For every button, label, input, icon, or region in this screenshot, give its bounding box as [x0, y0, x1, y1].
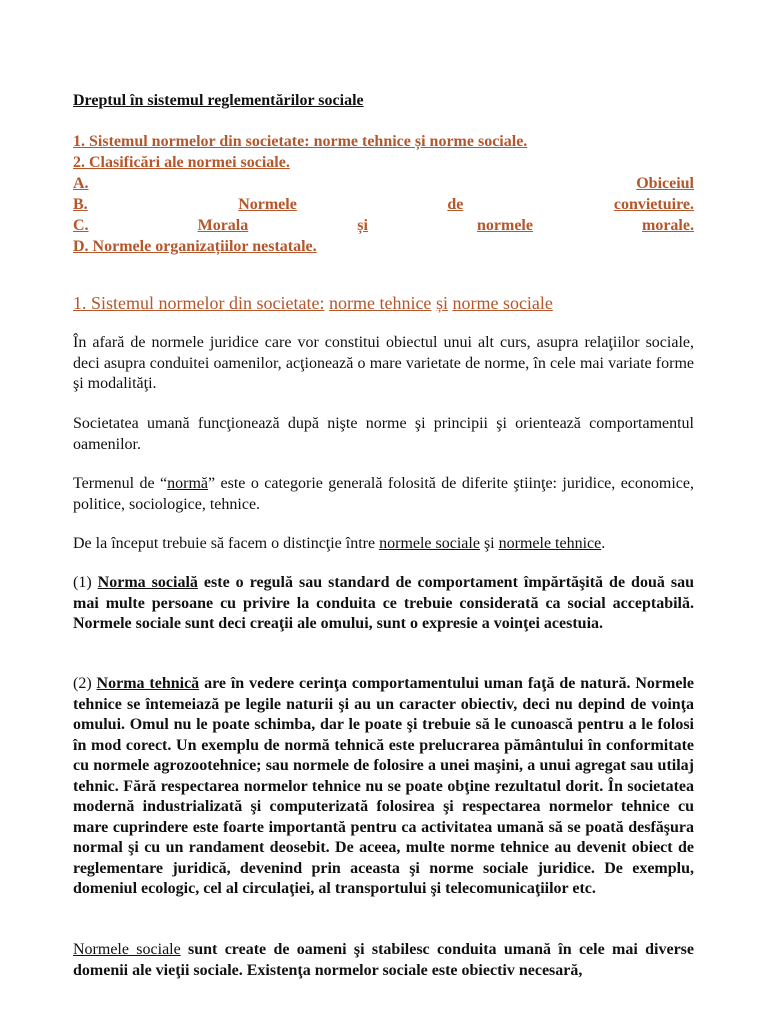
p3-start: Termenul de “	[73, 475, 168, 492]
p6-number: (2)	[73, 675, 97, 692]
toc-item-a-label[interactable]: Obiceiul	[636, 175, 694, 192]
p3-norma: normă	[167, 475, 208, 492]
toc-item-c-letter[interactable]: C.	[73, 217, 89, 234]
toc-item-b[interactable]	[73, 194, 694, 215]
section-link-norme-tehnice[interactable]: norme tehnice	[328, 293, 432, 313]
toc-item-c-word1[interactable]: Morala	[197, 217, 249, 234]
paragraph-normele-sociale	[73, 940, 694, 981]
paragraph-societate: Societatea umană funcţionează după nişte norme şi principii şi orientează comportamentul oamenilor.	[73, 415, 694, 453]
toc-item-c-word3[interactable]: normele	[476, 217, 533, 234]
p7-term: Normele sociale	[73, 941, 181, 958]
toc-item-b-word2[interactable]: de	[447, 196, 464, 213]
paragraph-distinctie	[73, 534, 694, 555]
toc-item-c[interactable]	[73, 215, 694, 236]
paragraph-termen	[73, 474, 694, 515]
p7-body: sunt create de oameni şi stabilesc conduita umană în cele mai diverse domenii ale vieţii sociale. Existenţa normelor sociale este obiectiv necesară,	[73, 941, 694, 979]
toc-item-d[interactable]	[73, 236, 694, 257]
paragraph-norma-sociala	[73, 573, 694, 635]
table-of-contents	[73, 131, 694, 257]
p4-start: De la început trebuie să facem o distincţie între	[73, 535, 380, 552]
p6-term: Norma tehnică	[96, 675, 200, 692]
p4-mid: şi	[479, 535, 499, 552]
p4-normele-tehnice: normele tehnice	[498, 535, 602, 552]
toc-item-a-letter[interactable]: A.	[73, 175, 89, 192]
p5-body: este o regulă sau standard de comportament împărtăşită de două sau mai multe persoane cu privire la conduita ce trebuie considerată ca social acceptabilă. Normele sociale sunt deci creaţii ale omului, sunt o expresie a voinţei acestuia.	[73, 574, 694, 632]
toc-link-d[interactable]: D. Normele organizațiilor nestatale.	[73, 238, 317, 255]
document-title: Dreptul în sistemul reglementărilor sociale	[73, 92, 364, 109]
p6-body: are în vedere cerinţa comportamentului uman faţă de natură. Normele tehnice se întemeiază pe legile naturii şi au un caracter obiectiv, deci nu depind de voinţa omului. Omul nu le poate schimba, dar le poate şi trebuie să le cunoască pentru a le folosi în mod corect. Un exemplu de normă tehnică este prelucrarea pământului în conformitate cu normele agrozootehnice; sau normele de folosire a unei maşini, a unui agregat sau utilaj tehnic. Fără respectarea normelor tehnice nu se poate obţine rezultatul dorit. În societatea modernă industrializată şi computerizată folosirea şi respectarea normelor tehnice cu mare cuprindere este foarte importantă pentru ca activitatea umană să se poată desfăşura normal şi cu un randament deosebit. De aceea, multe norme tehnice au devenit obiect de reglementare juridică, devenind prin aceasta şi norme sociale juridice. De exemplu, domeniul ecologic, cel al circulaţiei, al transportului şi telecomunicaţiilor etc.	[73, 675, 694, 897]
p4-end: .	[601, 535, 606, 552]
p3-end: ” este o categorie generală folosită de diferite ştiinţe: juridice, economice, politice, sociologice, tehnice.	[73, 475, 694, 513]
toc-item-b-word3[interactable]: convietuire.	[613, 196, 694, 213]
p5-number: (1)	[73, 574, 98, 591]
toc-item-b-word1[interactable]: Normele	[238, 196, 297, 213]
toc-item-1[interactable]	[73, 131, 694, 152]
section-heading	[73, 293, 553, 314]
toc-item-b-letter[interactable]: B.	[73, 196, 88, 213]
toc-item-a[interactable]	[73, 173, 694, 194]
toc-item-2[interactable]	[73, 152, 694, 173]
paragraph-intro: În afară de normele juridice care vor constitui obiectul unui alt curs, asupra relaţiilor sociale, deci asupra conduitei oamenilor, acţionează o mare varietate de norme, în cele mai variate forme şi modalităţi.	[73, 334, 694, 392]
toc-link-1[interactable]: 1. Sistemul normelor din societate: norme tehnice și norme sociale.	[73, 133, 528, 150]
section-link-norme-sociale[interactable]: norme sociale	[452, 293, 553, 313]
p5-term: Norma socială	[97, 574, 198, 591]
toc-item-c-word2[interactable]: și	[357, 217, 368, 234]
p4-normele-sociale: normele sociale	[379, 535, 480, 552]
toc-link-2[interactable]: 2. Clasificări ale normei sociale.	[73, 154, 290, 171]
section-link-si[interactable]: și	[435, 293, 448, 313]
section-heading-prefix[interactable]: 1. Sistemul normelor din societate:	[73, 293, 325, 313]
toc-item-c-word4[interactable]: morale.	[642, 217, 694, 234]
paragraph-norma-tehnica	[73, 674, 694, 900]
